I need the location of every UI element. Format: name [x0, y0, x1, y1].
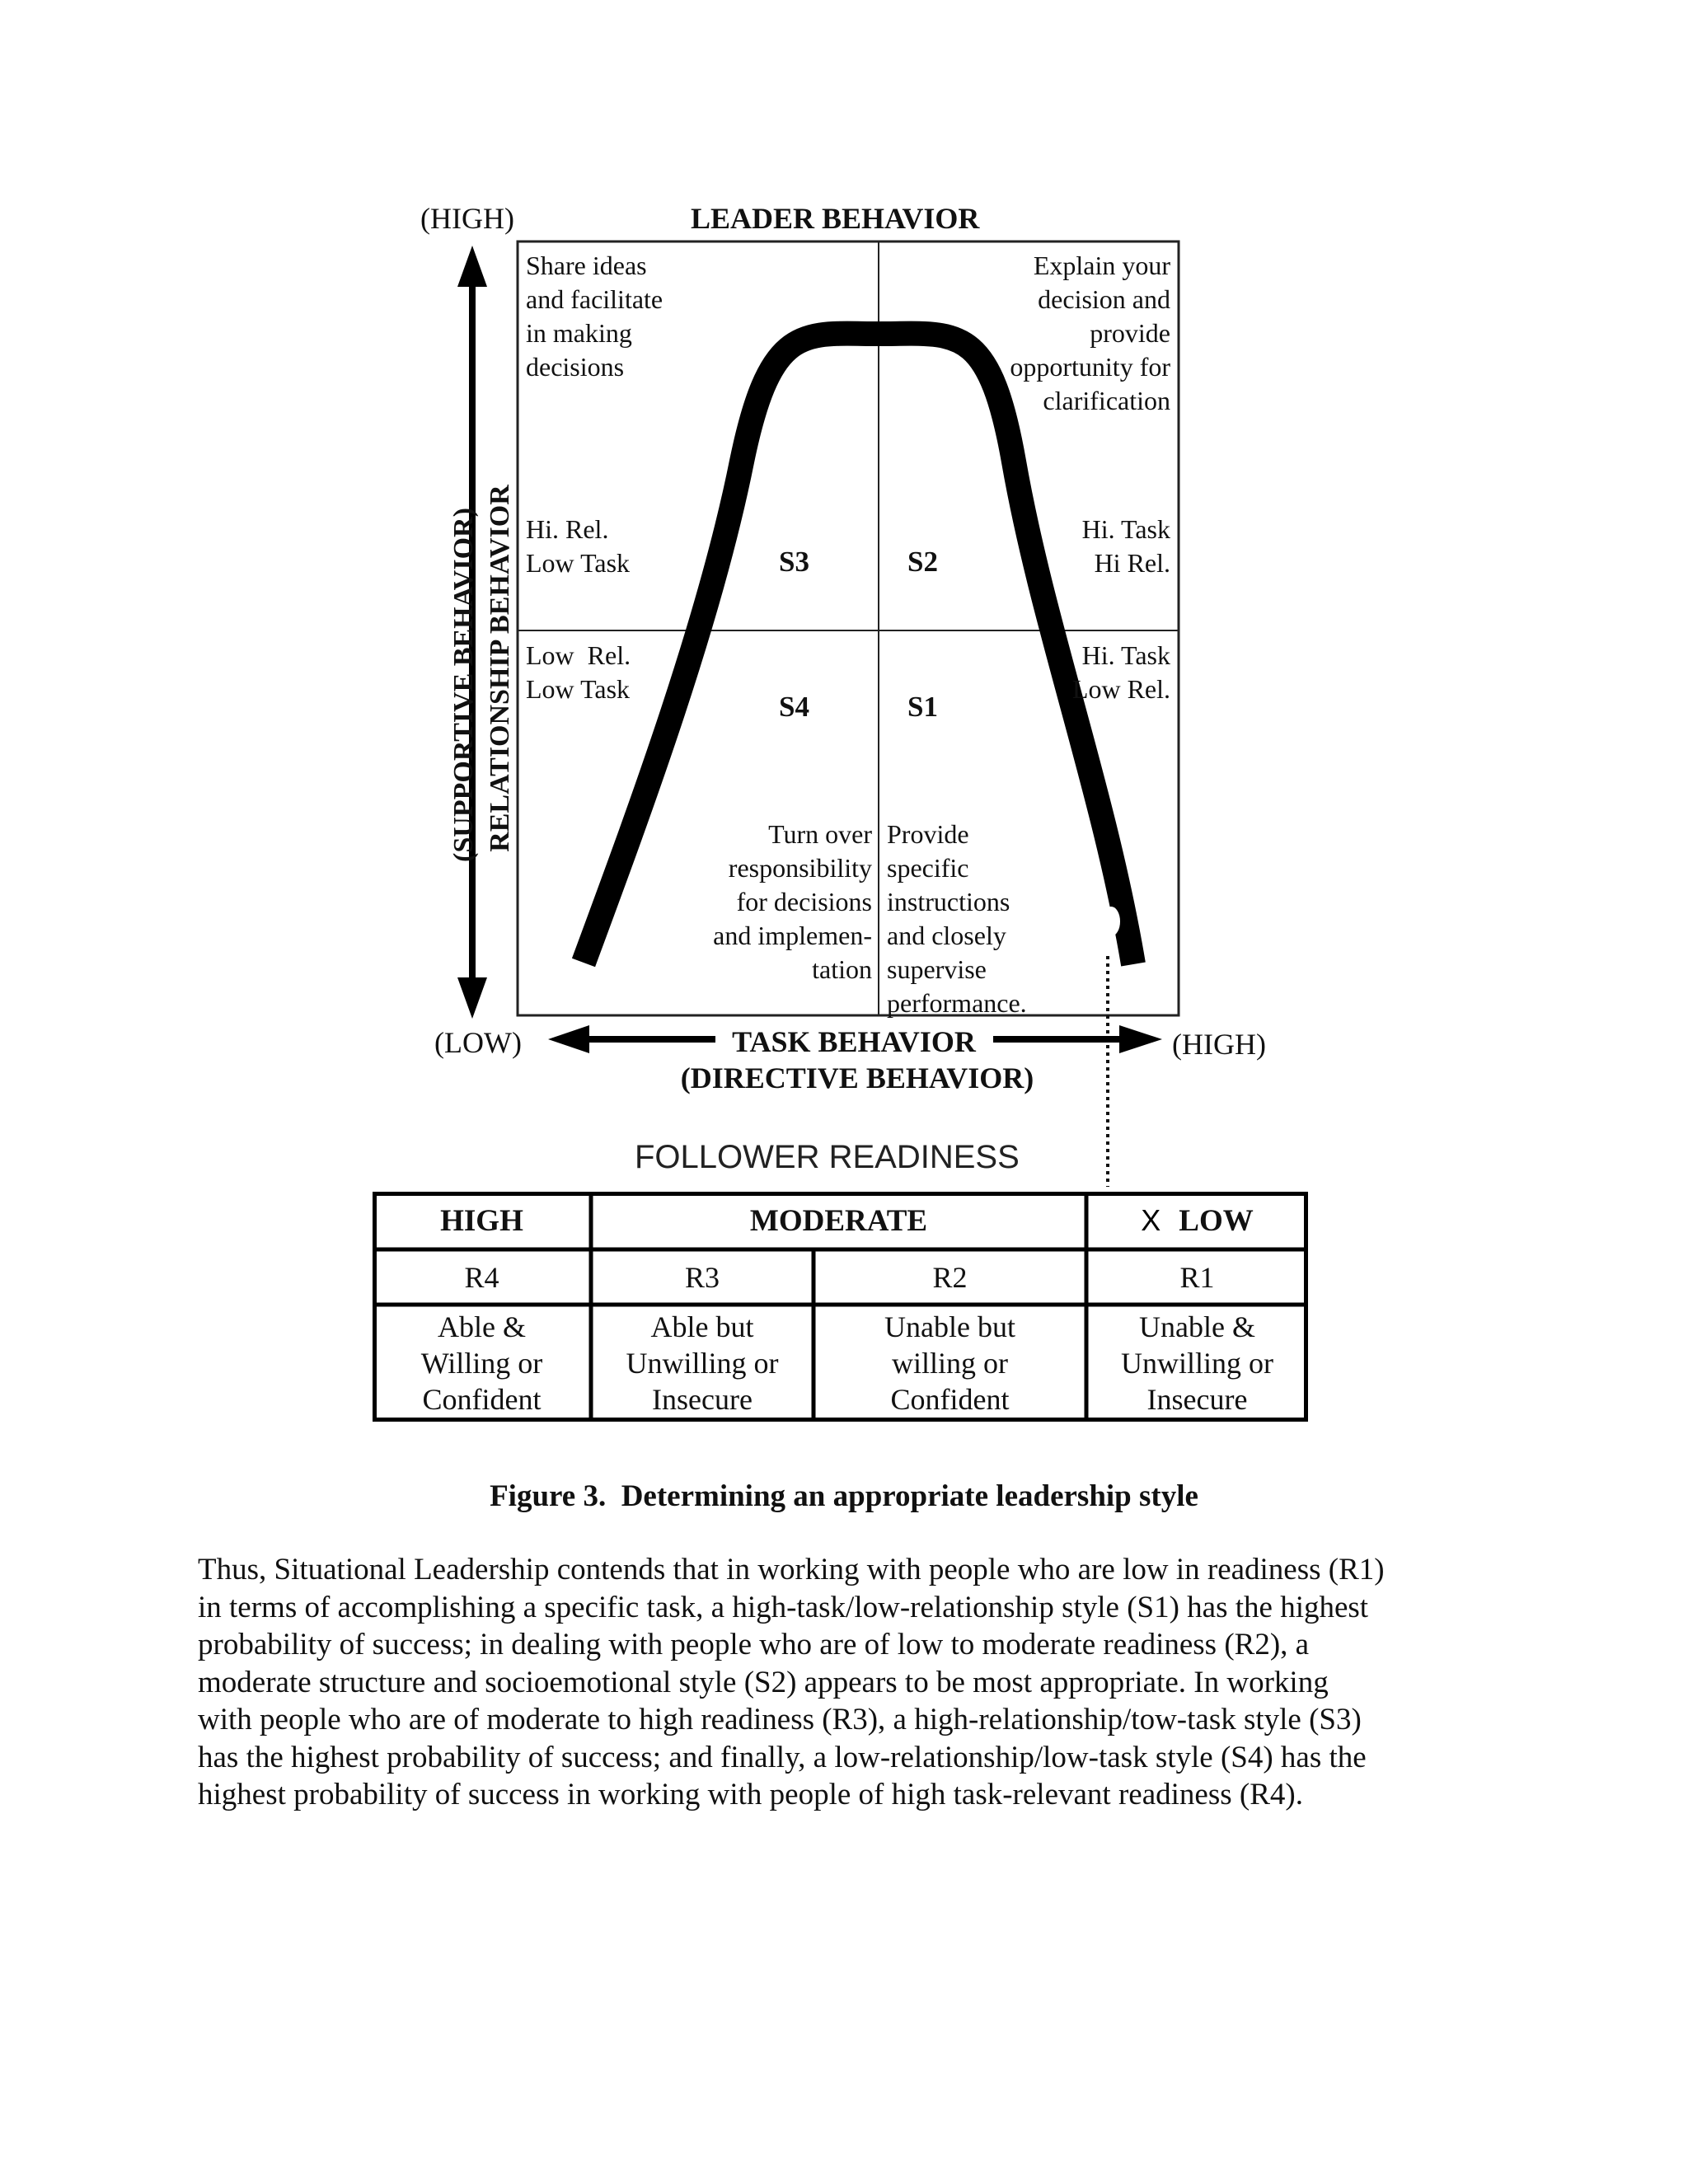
quadrant-top-left-text: Share ideas and facilitate in making decisions — [526, 251, 663, 382]
y-axis-arrow-up-icon — [457, 246, 487, 287]
readiness-title: FOLLOWER READINESS — [635, 1139, 1020, 1175]
readiness-table — [373, 1192, 1308, 1422]
readiness-low-label: LOW — [1179, 1203, 1254, 1238]
quadrant-s4-description: Low Rel. Low Task — [526, 640, 631, 704]
style-label-s4: S4 — [779, 691, 809, 723]
y-axis-low-label: (LOW) — [434, 1026, 522, 1059]
quadrant-s3-description: Hi. Rel. Low Task — [526, 514, 631, 578]
style-label-s1: S1 — [907, 691, 938, 723]
body-paragraph — [198, 1551, 1517, 1814]
x-axis-label-directive: (DIRECTIVE BEHAVIOR) — [680, 1062, 1034, 1094]
paragraph-line: Thus, Situational Leadership contends that in working with people who are low in readiness (R1) — [198, 1553, 1385, 1586]
x-axis-arrow-right-icon — [1119, 1025, 1162, 1053]
style-label-s3: S3 — [779, 546, 809, 578]
y-axis-arrow-down-icon — [457, 977, 487, 1019]
paragraph-line: in terms of accomplishing a specific task, a high-task/low-relationship style (S1) has the highest — [198, 1590, 1369, 1624]
quadrant-s1-description: Hi. Task Low Rel. — [1071, 640, 1170, 704]
x-axis-high-label: (HIGH) — [1172, 1028, 1266, 1061]
readiness-group-moderate: MODERATE — [749, 1203, 928, 1238]
y-axis-high-label: (HIGH) — [420, 202, 514, 235]
quadrant-s2-description: Hi. Task Hi Rel. — [1081, 514, 1170, 578]
paragraph-line: with people who are of moderate to high readiness (R3), a high-relationship/tow-task style (S3) — [198, 1703, 1362, 1736]
readiness-group-low — [1086, 1192, 1308, 1249]
quadrant-bottom-left-text: Turn over responsibility for decisions and implemen- tation — [713, 819, 872, 984]
readiness-level-r2: R2 — [932, 1260, 968, 1294]
readiness-desc-r3: Able but Unwilling or Insecure — [626, 1310, 779, 1416]
diagram-title: LEADER BEHAVIOR — [691, 202, 980, 235]
readiness-point-marker — [1103, 907, 1119, 935]
style-label-s2: S2 — [907, 546, 938, 578]
readiness-desc-r4: Able & Willing or Confident — [420, 1310, 543, 1416]
paragraph-line: has the highest probability of success; and finally, a low-relationship/low-task style (S4) has the — [198, 1740, 1367, 1774]
readiness-desc-r2: Unable but willing or Confident — [884, 1310, 1015, 1416]
paragraph-line: highest probability of success in working with people of high task-relevant readiness (R4). — [198, 1778, 1303, 1811]
x-axis-label-task: TASK BEHAVIOR — [732, 1025, 976, 1058]
paragraph-line: moderate structure and socioemotional style (S2) appears to be most appropriate. In working — [198, 1665, 1329, 1699]
readiness-level-r3: R3 — [684, 1260, 720, 1294]
y-axis-label-relationship: RELATIONSHIP BEHAVIOR — [485, 485, 515, 852]
readiness-group-high: HIGH — [440, 1203, 523, 1238]
quadrant-top-right-text: Explain your decision and provide opportunity for clarification — [1010, 251, 1170, 415]
readiness-level-r4: R4 — [464, 1260, 499, 1294]
readiness-x-marker: X — [1141, 1203, 1161, 1237]
x-axis-arrow-left-icon — [548, 1025, 589, 1053]
y-axis-label-supportive: (SUPPORTIVE BEHAVIOR) — [448, 508, 479, 862]
quadrant-bottom-right-text: Provide specific instructions and closely supervise performance. — [887, 819, 1027, 1018]
figure-caption: Figure 3. Determining an appropriate leadership style — [490, 1479, 1198, 1513]
paragraph-line: probability of success; in dealing with people who are of low to moderate readiness (R2), a — [198, 1628, 1310, 1661]
readiness-desc-r1: Unable & Unwilling or Insecure — [1121, 1310, 1273, 1416]
readiness-level-r1: R1 — [1179, 1260, 1215, 1294]
